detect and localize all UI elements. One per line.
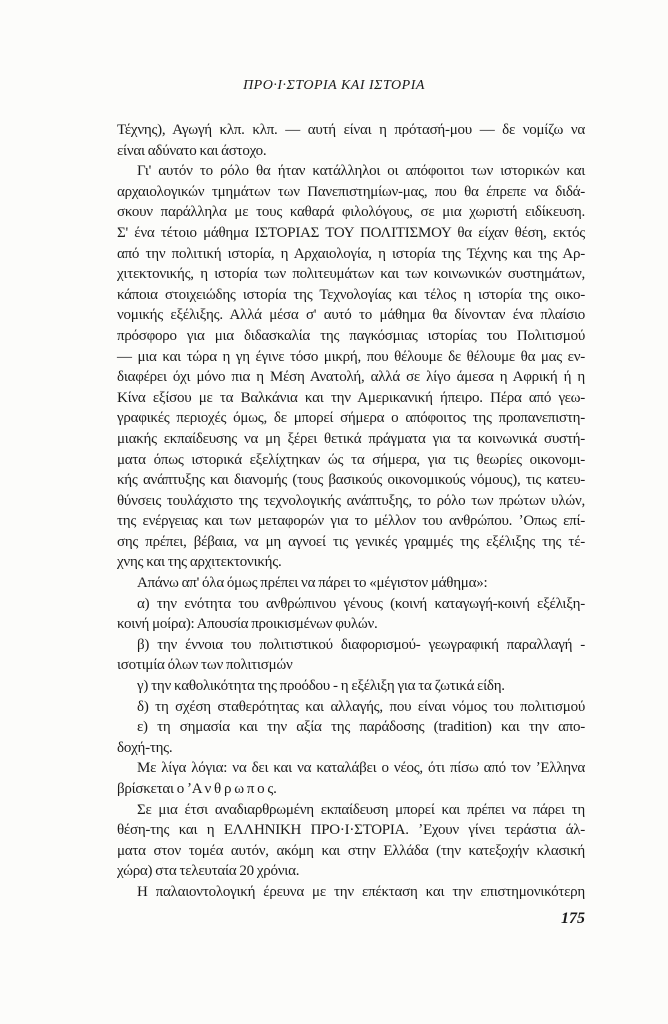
text-line: βρίσκεται ο ʼΑ ν θ ρ ω π ο ς. xyxy=(117,781,277,797)
text-line: γ) την καθολικότητα της προόδου - η εξέλιξη για τα ζωτικά είδη. xyxy=(137,678,505,695)
text-line: ματα στον τομέα αυτόν, ακόμη και στην Ελλάδα (την κατεξοχήν κλασική xyxy=(117,842,585,859)
text-line: πρόσφορο για μια διδασκαλία της παγκόσμιας ιστορίας του Πολιτισμού xyxy=(117,327,585,344)
text-line: Σε μια έτσι αναδιαρθρωμένη εκπαίδευση μπορεί και πρέπει να πάρει τη xyxy=(137,801,585,818)
text-line: είναι αδύνατο και άστοχο. xyxy=(117,142,267,159)
text-line: της ενέργειας και των μεταφορών για το μέλλον του ανθρώπου. ʼΟπως επί- xyxy=(117,513,585,530)
text-line: χνης και της αρχιτεκτονικής. xyxy=(117,554,282,571)
text-line: μιακής εκπαίδευσης να μη ξέρει θετικά πράγματα για τα κοινωνικά συστή- xyxy=(117,430,585,447)
text-line: Τέχνης), Αγωγή κλπ. κλπ. — αυτή είναι η πρότασή-μου — δε νομίζω να xyxy=(117,122,585,138)
text-line: θύνσεις τουλάχιστο της τεχνολογικής ανάπτυξης, το ρόλο των πρώτων υλών, xyxy=(117,492,585,509)
text-line: ισοτιμία όλων των πολιτισμών xyxy=(117,657,293,674)
text-line: β) την έννοια του πολιτιστικού διαφορισμού- γεωγραφική παραλλαγή - xyxy=(137,636,585,653)
text-line: — μια και τώρα η γη έγινε τόσο μικρή, που θέλουμε δε θέλουμε θα μας εν- xyxy=(117,348,585,365)
text-line: δοχή-της. xyxy=(117,739,173,756)
text-line: θέση-της και η ΕΛΛΗΝΙΚΗ ΠΡΟ·Ι·ΣΤΟΡΙΑ. ʼΕχουν γίνει τεράστια άλ- xyxy=(117,822,585,839)
text-line: χώρα) στα τελευταία 20 χρόνια. xyxy=(117,863,300,880)
text-line: Γι' αυτόν το ρόλο θα ήταν κατάλληλοι οι απόφοιτοι των ιστορικών και xyxy=(137,163,585,180)
text-line: γραφικές περιοχές όμως, δε μπορεί σήμερα ο απόφοιτος της προπανεπιστη- xyxy=(117,410,585,427)
text-line: ματα όπως ιστορικά εξελίχτηκαν ώς τα σήμερα, για τις θεωρίες οικονομι- xyxy=(117,451,585,468)
text-line: Κίνα εξίσου με τα Βαλκάνια και την Αμερικανική ήπειρο. Πέρα από γεω- xyxy=(117,389,585,406)
text-line: δ) τη σχέση σταθερότητας και αλλαγής, που είναι νόμος του πολιτισμού xyxy=(137,698,585,715)
text-line: κής ανάπτυξης και διανομής (τους βασικούς οικονομικούς νόμους), τις κατευ- xyxy=(117,472,585,489)
text-line: κάποια στοιχειώδης ιστορία της Τεχνολογίας και τέλος η ιστορία της οικο- xyxy=(117,286,585,303)
page-number: 175 xyxy=(561,909,585,927)
text-line: Με λίγα λόγια: να δει και να καταλάβει ο νέος, ότι πίσω από τον ʼΕλληνα xyxy=(137,760,585,777)
text-line: από την πολιτική ιστορία, η Αρχαιολογία, η ιστορία της Τέχνης και της Αρ- xyxy=(117,245,585,262)
text-line: χιτεκτονικής, η ιστορία των πολιτευμάτων και των κοινωνικών συστημάτων, xyxy=(117,266,585,283)
text-line: α) την ενότητα του ανθρώπινου γένους (κοινή καταγωγή-κοινή εξέλιξη- xyxy=(137,595,585,612)
running-header: ΠΡΟ·Ι·ΣΤΟΡΙΑ ΚΑΙ ΙΣΤΟΡΙΑ xyxy=(243,78,425,93)
page-content xyxy=(117,120,585,929)
text-line: Απάνω απ' όλα όμως πρέπει να πάρει το «μέγιστον μάθημα»: xyxy=(137,575,488,592)
text-line: ε) τη σημασία και την αξία της παράδοσης (tradition) και την απο- xyxy=(137,719,585,736)
text-line: κοινή μοίρα): Απουσία προικισμένων φυλών. xyxy=(117,616,378,633)
text-line: αρχαιολογικών τμημάτων των Πανεπιστημίων-μας, που θα έπρεπε να διδά- xyxy=(117,183,585,200)
text-line: Η παλαιοντολογική έρευνα με την επέκταση και την επιστημονικότερη xyxy=(137,883,585,900)
body-text xyxy=(117,120,585,903)
text-line: σκουν παράλληλα με τους καθαρά φιλολόγους, σε μια χωριστή ειδίκευση. xyxy=(117,204,585,221)
text-line: διαφέρει όχι μόνο πια η Μέση Ανατολή, αλλά σε λίγο άμεσα η Αφρική ή η xyxy=(117,369,585,386)
text-line: σης πρέπει, βέβαια, να μη αγνοεί τις γενικές γραμμές της εξέλιξης της τέ- xyxy=(117,533,585,550)
text-line: Σ' ένα τέτοιο μάθημα ΙΣΤΟΡΙΑΣ ΤΟΥ ΠΟΛΙΤΙΣΜΟΥ θα είχαν θέση, εκτός xyxy=(117,224,585,241)
text-line: νομικής εξέλιξης. Αλλά μέσα σ' αυτό το μάθημα θα δίνονταν ένα πλαίσιο xyxy=(117,307,585,324)
